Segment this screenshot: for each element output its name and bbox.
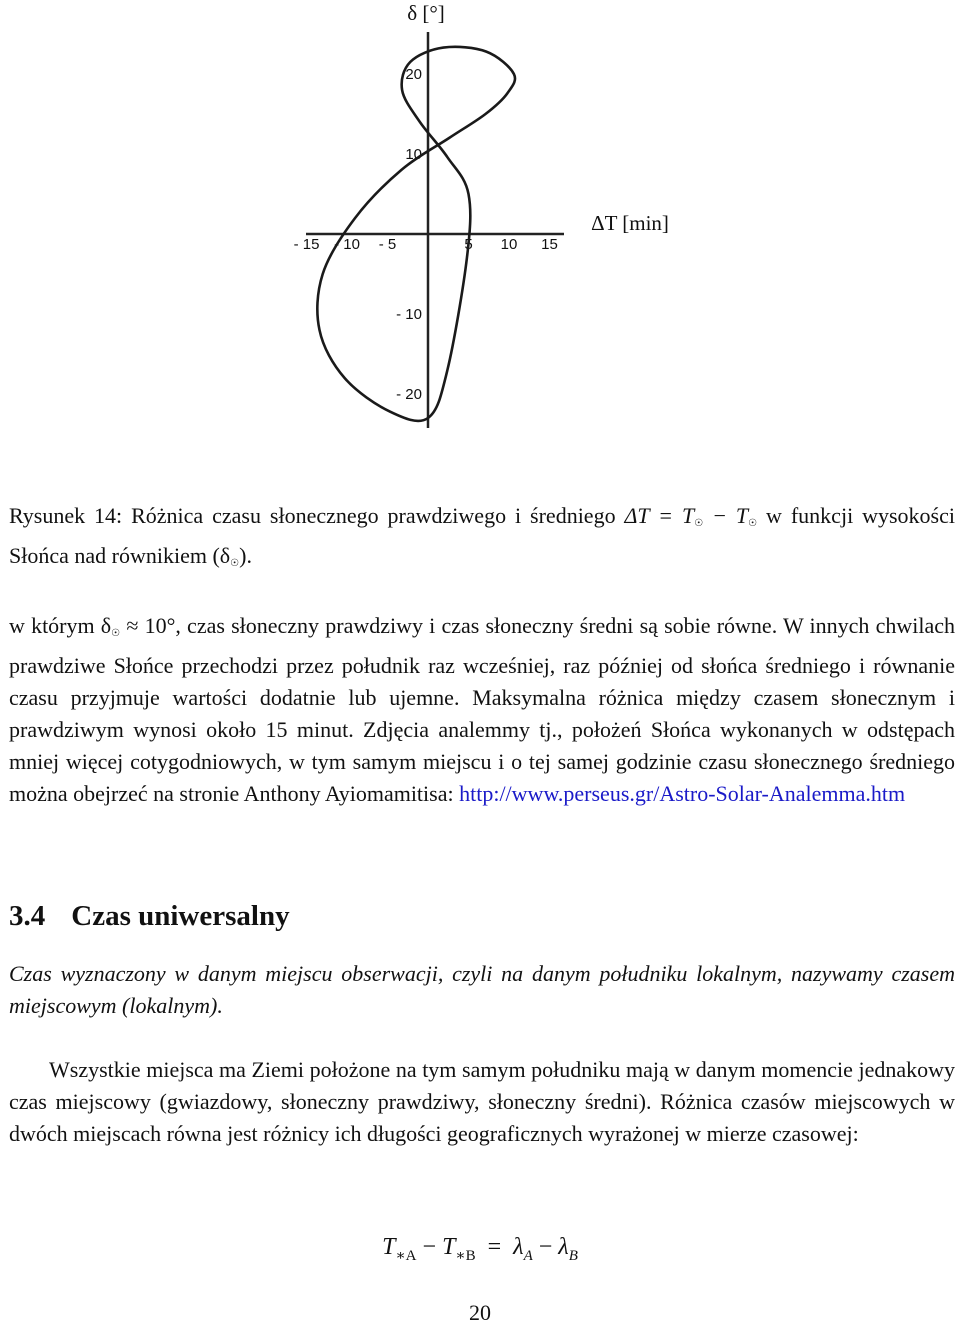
caption-line2: funkcji wysokości Słońca nad równikiem (δ	[9, 503, 955, 568]
page-number: 20	[469, 1300, 491, 1325]
equation	[0, 1234, 960, 1265]
x-tick-label: - 10	[334, 236, 360, 253]
y-tick-label: 10	[405, 146, 422, 163]
paragraph-analemma	[9, 610, 955, 810]
figure-caption	[9, 500, 955, 580]
analemma-link[interactable]: http://www.perseus.gr/Astro-Solar-Analemma.htm	[459, 781, 906, 806]
x-axis-title: ΔT [min]	[591, 211, 669, 235]
caption-line2-end: ).	[239, 543, 252, 568]
paragraph-text: ≈ 10°, czas słoneczny prawdziwy i czas słoneczny średni są sobie równe. W innych chwilach prawdziwe Słońce przechodzi przez południk raz wcześniej, raz później od słońca średniego i równanie czasu przyjmuje wartości dodatnie lub ujemne. Maksymalna różnica między czasem słonecznym i prawdziwym wynosi około 15 minut. Zdjęcia analemmy tj., położeń Słońca wykonanych w odstępach mniej więcej cotygodniowych, w tym samym miejscu i o tej samej godzinie czasu słonecznego średniego można obejrzeć na stronie Anthony Ayiomamitisa:	[9, 613, 955, 806]
eq-sub: A	[523, 1247, 533, 1264]
sun-symbol: ☉	[230, 558, 240, 569]
x-tick-label: 15	[541, 236, 558, 253]
x-tick-label: 10	[500, 236, 518, 253]
eq-equals: =	[475, 1234, 514, 1260]
eq-minus: −	[416, 1234, 443, 1260]
caption-text: Rysunek 14: Różnica czasu słonecznego prawdziwego i średniego	[9, 503, 625, 528]
paragraph-text: w którym δ	[9, 613, 112, 638]
eq-lambda: λ	[513, 1234, 524, 1260]
eq-t: T	[382, 1234, 396, 1260]
eq-sub: B	[568, 1247, 578, 1264]
y-tick-label: - 20	[396, 386, 422, 403]
section-number: 3.4	[9, 900, 46, 932]
eq-sub: ∗B	[455, 1247, 476, 1264]
analemma-chart	[0, 0, 960, 440]
y-tick-label: - 10	[396, 306, 422, 323]
section-title: Czas uniwersalny	[71, 900, 290, 932]
eq-minus: −	[532, 1234, 559, 1260]
analemma-figure	[0, 0, 960, 440]
x-tick-label: 5	[464, 236, 473, 253]
caption-text-end: w	[757, 503, 782, 528]
eq-t: T	[442, 1234, 456, 1260]
y-axis-title: δ [°]	[407, 1, 445, 25]
sun-symbol: ☉	[111, 628, 121, 639]
sun-symbol: ☉	[694, 518, 704, 529]
y-tick-label: 20	[405, 66, 422, 83]
section-heading	[9, 900, 955, 932]
sun-symbol: ☉	[748, 518, 758, 529]
x-tick-label: - 15	[293, 236, 320, 253]
eq-lambda: λ	[558, 1234, 569, 1260]
caption-formula: ΔT = T	[624, 503, 695, 528]
paragraph-local-time: Wszystkie miejsca ma Ziemi położone na tym samym południku mają w danym momencie jednakowy czas miejscowy (gwiazdowy, słoneczny prawdziwy, słoneczny średni). Różnica czasów miejscowych w dwóch miejscach równa jest różnicy ich długości geograficznych wyrażonej w mierze czasowej:	[9, 1057, 955, 1146]
caption-formula-minus: − T	[703, 503, 749, 528]
definition-text: Czas wyznaczony w danym miejscu obserwacji, czyli na danym południku lokalnym, nazywamy czasem miejscowym (lokalnym).	[9, 961, 955, 1018]
x-tick-label: - 5	[378, 236, 397, 253]
eq-sub: ∗A	[395, 1247, 417, 1264]
